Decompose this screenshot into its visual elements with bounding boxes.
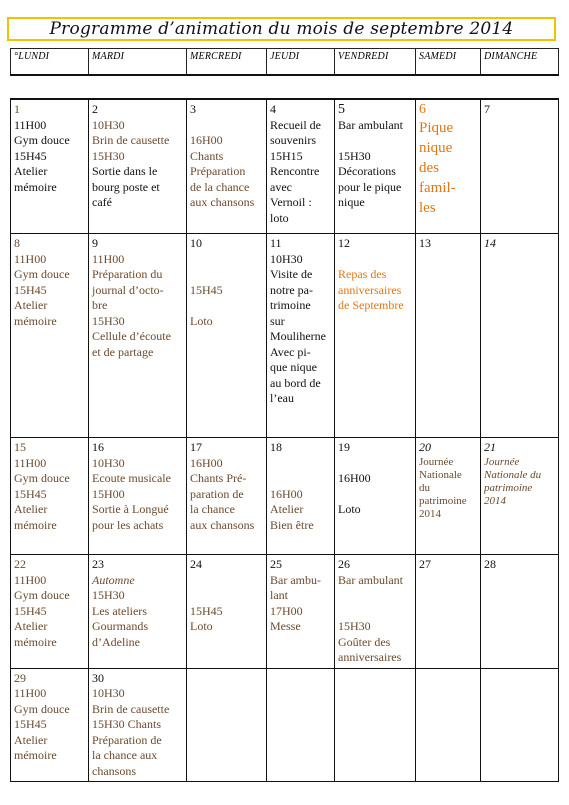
activity-line: Atelier xyxy=(14,164,48,178)
activity-line xyxy=(338,604,412,620)
day-number: 9 xyxy=(92,236,98,250)
day-cell xyxy=(187,668,267,782)
activity-line: Journée xyxy=(484,455,520,468)
activity-line xyxy=(338,456,412,472)
activity-line: Gym douce xyxy=(14,133,70,147)
activity-line: Les ateliers xyxy=(92,603,147,618)
activity-line: Bar ambu- xyxy=(270,572,321,587)
day-number: 1 xyxy=(14,102,20,116)
day-number: 20 xyxy=(419,440,431,454)
day-cell xyxy=(481,234,559,438)
day-cell xyxy=(416,234,481,438)
activity-line: anniversaires xyxy=(338,650,402,664)
week-row xyxy=(11,234,559,438)
activity-line: 15H30 xyxy=(92,313,125,328)
day-number: 27 xyxy=(419,557,431,571)
day-number: 13 xyxy=(419,236,431,250)
activity-line xyxy=(270,456,331,472)
activity-line: 11H00 xyxy=(14,686,47,700)
week-row xyxy=(11,438,559,555)
activity-line: 11H00 xyxy=(92,251,125,266)
activity-line: mémoire xyxy=(14,313,57,328)
activity-line xyxy=(190,573,263,589)
header-mardi: MARDI xyxy=(89,49,187,76)
weekday-header-row xyxy=(11,49,559,76)
activity-line: Loto xyxy=(338,502,361,516)
activity-line: Préparation de xyxy=(92,732,162,747)
activity-line: 15H45 xyxy=(190,603,223,618)
day-cell xyxy=(89,555,187,669)
day-number: 24 xyxy=(190,557,202,571)
header-dimanche: DIMANCHE xyxy=(481,49,559,76)
activity-line: Atelier xyxy=(14,732,48,747)
activity-line xyxy=(338,252,412,268)
activity-line xyxy=(190,267,263,283)
activity-line: Atelier xyxy=(270,502,304,516)
activity-line: 15H45 xyxy=(14,717,47,731)
day-number: 4 xyxy=(270,102,276,116)
day-number: 15 xyxy=(14,440,26,454)
day-cell xyxy=(335,99,416,234)
activity-line: 2014 xyxy=(419,507,441,520)
activity-line: Pique xyxy=(419,119,454,136)
activity-line: 10H30 xyxy=(92,117,125,132)
activity-line xyxy=(338,588,412,604)
header-mercredi: MERCREDI xyxy=(187,49,267,76)
activity-line: 16H00 xyxy=(190,133,223,147)
day-number: 18 xyxy=(270,440,282,454)
activity-line: loto xyxy=(270,210,289,225)
week-row xyxy=(11,668,559,782)
activity-line: Recueil de xyxy=(270,117,321,132)
activity-line xyxy=(270,471,331,487)
activity-line: Bar ambulant xyxy=(338,117,403,132)
activity-line: Vernoil : xyxy=(270,195,312,209)
day-number: 2 xyxy=(92,102,98,116)
activity-line: Repas des xyxy=(338,267,387,281)
activity-line xyxy=(190,298,263,314)
header-samedi: SAMEDI xyxy=(416,49,481,76)
day-number: 30 xyxy=(92,670,104,685)
day-number: 29 xyxy=(14,670,26,685)
activity-line: Nationale du xyxy=(484,468,542,481)
activity-line: 2014 xyxy=(484,494,506,507)
activity-line: d’Adeline xyxy=(92,634,140,649)
activity-line: 15H45 xyxy=(190,282,223,297)
activity-line: 15H30 xyxy=(92,148,125,163)
activity-line: Sortie dans le xyxy=(92,164,158,178)
day-cell xyxy=(89,234,187,438)
day-number: 6 xyxy=(419,102,426,117)
activity-line: 15H30 xyxy=(338,619,371,633)
activity-line: patrimoine xyxy=(419,494,467,507)
day-cell xyxy=(481,99,559,234)
activity-line: 16H00 xyxy=(270,486,303,501)
activity-line: 15H45 xyxy=(14,148,47,163)
activity-line: mémoire xyxy=(14,634,57,649)
activity-line: des xyxy=(419,159,439,176)
day-cell xyxy=(481,555,559,669)
activity-line: mémoire xyxy=(14,517,57,532)
day-cell xyxy=(335,555,416,669)
day-number: 19 xyxy=(338,440,350,454)
activity-line: Bien être xyxy=(270,517,314,532)
activity-line: Goûter des xyxy=(338,634,391,649)
day-cell xyxy=(89,668,187,782)
activity-line: Gym douce xyxy=(14,471,70,485)
activity-line: 11H00 xyxy=(14,455,47,470)
activity-line: 15H30 xyxy=(338,148,371,163)
day-cell xyxy=(335,438,416,555)
activity-line: 15H30 xyxy=(92,588,125,602)
activity-line: Rencontre xyxy=(270,164,320,178)
activity-line: bre xyxy=(92,298,108,312)
activity-line: Préparation du xyxy=(92,267,163,281)
week-row xyxy=(11,555,559,669)
activity-line: Automne xyxy=(92,572,135,587)
day-cell xyxy=(267,438,335,555)
activity-line: 16H00 xyxy=(338,471,371,485)
activity-line: bourg poste et xyxy=(92,179,160,194)
header-spacer-row xyxy=(11,75,559,99)
activity-line: aux chansons xyxy=(190,517,255,532)
activity-line: Préparation xyxy=(190,164,246,178)
day-cell xyxy=(267,668,335,782)
activity-line: souvenirs xyxy=(270,133,316,147)
day-cell xyxy=(416,668,481,782)
activity-line: Atelier xyxy=(14,298,48,312)
activity-line: paration de xyxy=(190,486,244,501)
activity-line: nique xyxy=(338,195,365,209)
day-number: 5 xyxy=(338,102,345,117)
activity-line: Avec pi- xyxy=(270,344,311,359)
activity-line: Brin de causette xyxy=(92,133,170,147)
calendar-body xyxy=(11,99,559,782)
day-number: 7 xyxy=(484,102,490,116)
day-cell xyxy=(416,99,481,234)
activity-line: 15H15 xyxy=(270,148,303,163)
day-cell xyxy=(416,438,481,555)
activity-line: Journée xyxy=(419,455,454,468)
activity-line: pour le pique xyxy=(338,179,402,194)
activity-line: Atelier xyxy=(14,619,48,633)
day-cell xyxy=(89,99,187,234)
activity-line: nique xyxy=(419,139,453,156)
activity-line: 10H30 xyxy=(270,251,303,266)
day-cell xyxy=(267,555,335,669)
day-number: 3 xyxy=(190,102,196,116)
activity-line: 15H45 xyxy=(14,282,47,297)
day-cell xyxy=(416,555,481,669)
day-cell xyxy=(11,668,89,782)
activity-line: Mouliherne xyxy=(270,329,326,343)
day-number: 21 xyxy=(484,440,496,454)
day-cell xyxy=(11,234,89,438)
day-number: 25 xyxy=(270,557,282,571)
activity-line: 11H00 xyxy=(14,117,47,132)
day-cell xyxy=(187,234,267,438)
activity-line: famil- xyxy=(419,179,456,196)
activity-line xyxy=(190,252,263,268)
activity-line: les xyxy=(419,199,436,216)
activity-line: patrimoine xyxy=(484,481,533,494)
activity-line: l’eau xyxy=(270,391,294,405)
header-lundi: °LUNDI xyxy=(11,49,89,76)
activity-line: Loto xyxy=(190,619,213,633)
day-number: 11 xyxy=(270,236,282,250)
page-title: Programme d’animation du mois de septembre 2014 xyxy=(7,17,556,41)
activity-line: la chance xyxy=(190,502,235,516)
activity-line: 10H30 xyxy=(92,686,125,700)
day-number: 8 xyxy=(14,236,20,250)
activity-line: 17H00 xyxy=(270,603,303,618)
activity-line: que nique xyxy=(270,360,317,374)
activity-line: Gym douce xyxy=(14,701,70,716)
activity-line: 15H30 Chants xyxy=(92,717,161,731)
activity-line: de Septembre xyxy=(338,298,404,312)
activity-line: 15H45 xyxy=(14,603,47,618)
day-number: 28 xyxy=(484,557,496,571)
activity-line: mémoire xyxy=(14,179,57,194)
calendar-table xyxy=(10,48,559,782)
activity-line: Ecoute musicale xyxy=(92,471,171,485)
activity-line: 15H00 xyxy=(92,486,125,501)
activity-line xyxy=(338,487,412,503)
activity-line: café xyxy=(92,195,112,209)
activity-line: Décorations xyxy=(338,164,396,178)
day-cell xyxy=(187,555,267,669)
day-number: 14 xyxy=(484,236,496,250)
day-cell xyxy=(335,234,416,438)
activity-line: Gym douce xyxy=(14,267,70,281)
day-cell xyxy=(267,234,335,438)
activity-line: Visite de xyxy=(270,267,313,281)
day-cell xyxy=(89,438,187,555)
activity-line: Bar ambulant xyxy=(338,572,403,587)
activity-line: Nationale xyxy=(419,468,462,481)
day-number: 23 xyxy=(92,557,104,571)
activity-line: Chants Pré- xyxy=(190,471,247,485)
activity-line: de la chance xyxy=(190,179,250,194)
activity-line: au bord de xyxy=(270,375,321,390)
activity-line: 11H00 xyxy=(14,251,47,266)
day-cell xyxy=(335,668,416,782)
activity-line: la chance aux xyxy=(92,748,158,762)
activity-line: avec xyxy=(270,179,292,194)
day-cell xyxy=(481,668,559,782)
activity-line: du xyxy=(419,481,430,494)
day-number: 10 xyxy=(190,236,202,250)
activity-line: Messe xyxy=(270,619,301,633)
activity-line xyxy=(338,133,412,149)
activity-line: Sortie à Longué xyxy=(92,502,169,516)
activity-line: 16H00 xyxy=(190,455,223,470)
header-jeudi: JEUDI xyxy=(267,49,335,76)
activity-line: Brin de causette xyxy=(92,701,170,716)
activity-line: chansons xyxy=(92,763,136,778)
day-number: 12 xyxy=(338,236,350,250)
activity-line: mémoire xyxy=(14,748,57,762)
activity-line: Gym douce xyxy=(14,588,70,602)
activity-line: et de partage xyxy=(92,344,154,359)
activity-line: Gourmands xyxy=(92,619,148,633)
activity-line: sur xyxy=(270,313,285,328)
day-cell xyxy=(481,438,559,555)
activity-line: Cellule d’écoute xyxy=(92,329,171,343)
week-row xyxy=(11,99,559,234)
day-cell xyxy=(11,555,89,669)
activity-line: notre pa- xyxy=(270,282,313,297)
day-number: 26 xyxy=(338,557,350,571)
header-vendredi: VENDREDI xyxy=(335,49,416,76)
day-number: 16 xyxy=(92,440,104,454)
activity-line: aux chansons xyxy=(190,195,255,209)
activity-line: Loto xyxy=(190,313,213,328)
activity-line xyxy=(190,118,263,134)
activity-line xyxy=(190,588,263,604)
activity-line: lant xyxy=(270,588,288,602)
activity-line: pour les achats xyxy=(92,517,164,532)
day-cell xyxy=(267,99,335,234)
activity-line: journal d’octo- xyxy=(92,282,164,297)
activity-line: 15H45 xyxy=(14,486,47,501)
day-cell xyxy=(11,99,89,234)
activity-line: 11H00 xyxy=(14,572,47,587)
day-number: 22 xyxy=(14,557,26,571)
activity-line: Chants xyxy=(190,148,224,163)
activity-line: trimoine xyxy=(270,298,311,312)
day-cell xyxy=(187,438,267,555)
activity-line: 10H30 xyxy=(92,455,125,470)
activity-line: Atelier xyxy=(14,502,48,516)
day-number: 17 xyxy=(190,440,202,454)
day-cell xyxy=(187,99,267,234)
day-cell xyxy=(11,438,89,555)
activity-line: anniversaires xyxy=(338,282,402,297)
